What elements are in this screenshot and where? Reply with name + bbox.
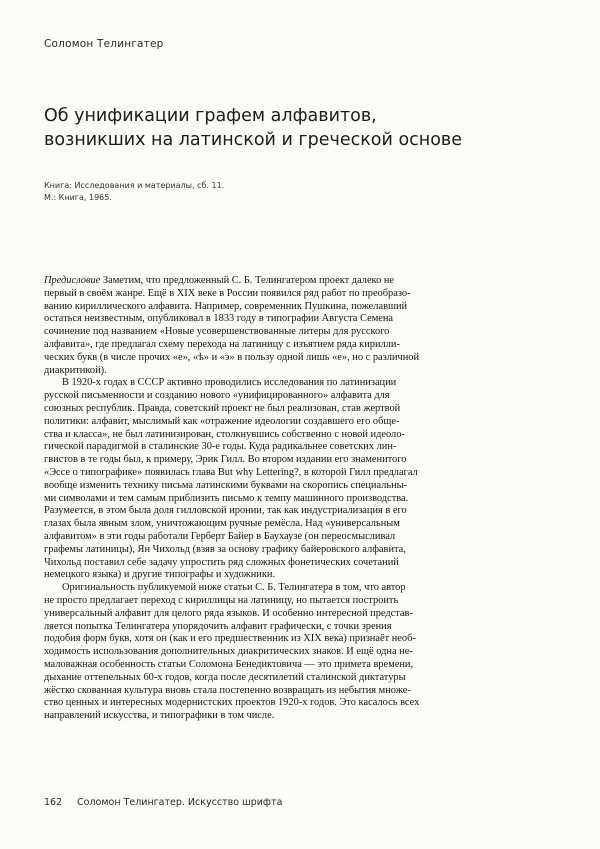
- text-line: глазах была явным злом, уничтожающим ручные ремёсла. Над «универсальным: [44, 518, 400, 530]
- text-line: гвистов в те годы был, к примеру, Эрик Гилл. Во втором издании его знаменитого: [44, 454, 407, 466]
- text-line: Разумеется, в этом была доля гилловской иронии, так как индустриализация в его: [44, 505, 407, 517]
- text-line: маловажная особенность статьи Соломона Бенедиктовича — это примета времени,: [44, 658, 414, 670]
- text-line: русской письменности и созданию нового «унифицированного» алфавита для: [44, 390, 390, 402]
- page-footer: [44, 797, 282, 808]
- page-number: 162: [44, 797, 63, 808]
- author-header: Соломон Телингатер: [44, 38, 164, 50]
- body-text: [44, 275, 564, 723]
- text-line: немецкого языка) и другие типографы и художники.: [44, 569, 276, 581]
- text-line: не просто предлагает переход с кириллицы на латиницу, но пытается построить: [44, 594, 399, 606]
- text-run: Заметим, что предложенный С. Б. Телингатером проект далеко не: [100, 275, 395, 286]
- source-info: [44, 180, 224, 204]
- text-line: политики: алфавит, мыслимый как «отражение идеологии создавшего его обще-: [44, 415, 400, 427]
- title-line: Об унификации графем алфавитов,: [44, 106, 377, 126]
- title-line: возникших на латинской и греческой основе: [44, 130, 463, 150]
- text-line: алфавитом» в эти годы работали Герберт Байер в Баухаузе (он переосмысливал: [44, 530, 396, 542]
- text-line: ми символами и тем самым приблизить письмо к темпу машинного производства.: [44, 492, 409, 504]
- text-line: универсальный алфавит для целого ряда языков. И особенно интересной представ-: [44, 607, 413, 619]
- preface-label: Предисловие: [44, 275, 101, 286]
- paragraph-latinization: [44, 377, 564, 582]
- running-title: Соломон Телингатер. Искусство шрифта: [77, 797, 283, 808]
- text-line: остаться неизвестным, опубликовал в 1833 году в типографии Августа Семена: [44, 313, 394, 325]
- text-line: «Эссе о типографике» появилась глава But why Lettering?, в которой Гилл предлагал: [44, 466, 418, 478]
- text-line: сочинение под названием «Новые усовершенствованные литеры для русского: [44, 326, 390, 338]
- text-line: жёстко скованная культура вновь стала постепенно возвращать из небытия множе-: [44, 684, 411, 696]
- paragraph-originality: [44, 582, 564, 723]
- text-line: ванию кириллического алфавита. Например, современник Пушкина, пожелавший: [44, 300, 408, 312]
- text-line: союзных республик. Правда, советский проект не был реализован, став жертвой: [44, 402, 401, 414]
- text-line: Чихольд поставил себе задачу упростить ряд сложных фонетических сочетаний: [44, 556, 399, 568]
- article-title: [44, 104, 564, 152]
- text-line: вообще изменить технику письма латинскими буквами на скоропись специальны-: [44, 479, 408, 491]
- text-line: подобия форм букв, хотя он (как и его предшественник из XIX века) признаёт необ-: [44, 633, 416, 645]
- text-line: первый в своём жанре. Ещё в XIX веке в России появился ряд работ по преобразо-: [44, 287, 411, 299]
- text-line: графемы латиницы), Ян Чихольд (взяв за основу графику байеровского алфавита,: [44, 543, 406, 555]
- text-line: направлений искусства, и типографики в том числе.: [44, 710, 275, 722]
- source-line: Книга: Исследования и материалы, сб. 11.: [44, 181, 225, 190]
- text-line: ства и класса», не был латинизирован, столкнувшись собственно с новой идеоло-: [44, 428, 405, 440]
- paragraph-preface: [44, 275, 564, 377]
- text-line: ческих букв (в числе прочих «е», «ѣ» и «э» в пользу одной лишь «е», но с различной: [44, 351, 420, 363]
- text-line: [44, 275, 564, 288]
- text-line: ство ценных и интересных модернистских проектов 1920-х годов. Это касалось всех: [44, 697, 420, 709]
- text-line: ляется попытка Телингатера упорядочить алфавит графически, с точки зрения: [44, 620, 392, 632]
- text-line: гической парадигмой в сталинские 30-е годы. Куда радикальнее советских лин-: [44, 441, 397, 453]
- text-line: диакритикой).: [44, 364, 107, 376]
- text-line: В 1920-х годах в СССР активно проводились исследования по латинизации: [62, 377, 397, 389]
- text-line: дыхание оттепельных 60-х годов, когда после десятилетий сталинской диктатуры: [44, 671, 406, 683]
- source-line: М.: Книга, 1965.: [44, 193, 112, 202]
- text-line: Оригинальность публикуемой ниже статьи С. Б. Телингатера в том, что автор: [62, 582, 406, 594]
- text-line: алфавита», где предлагал схему перехода на латиницу с изъятием ряда кирилли-: [44, 338, 400, 350]
- text-line: ходимость использования дополнительных диакритических знаков. И ещё одна не-: [44, 646, 413, 658]
